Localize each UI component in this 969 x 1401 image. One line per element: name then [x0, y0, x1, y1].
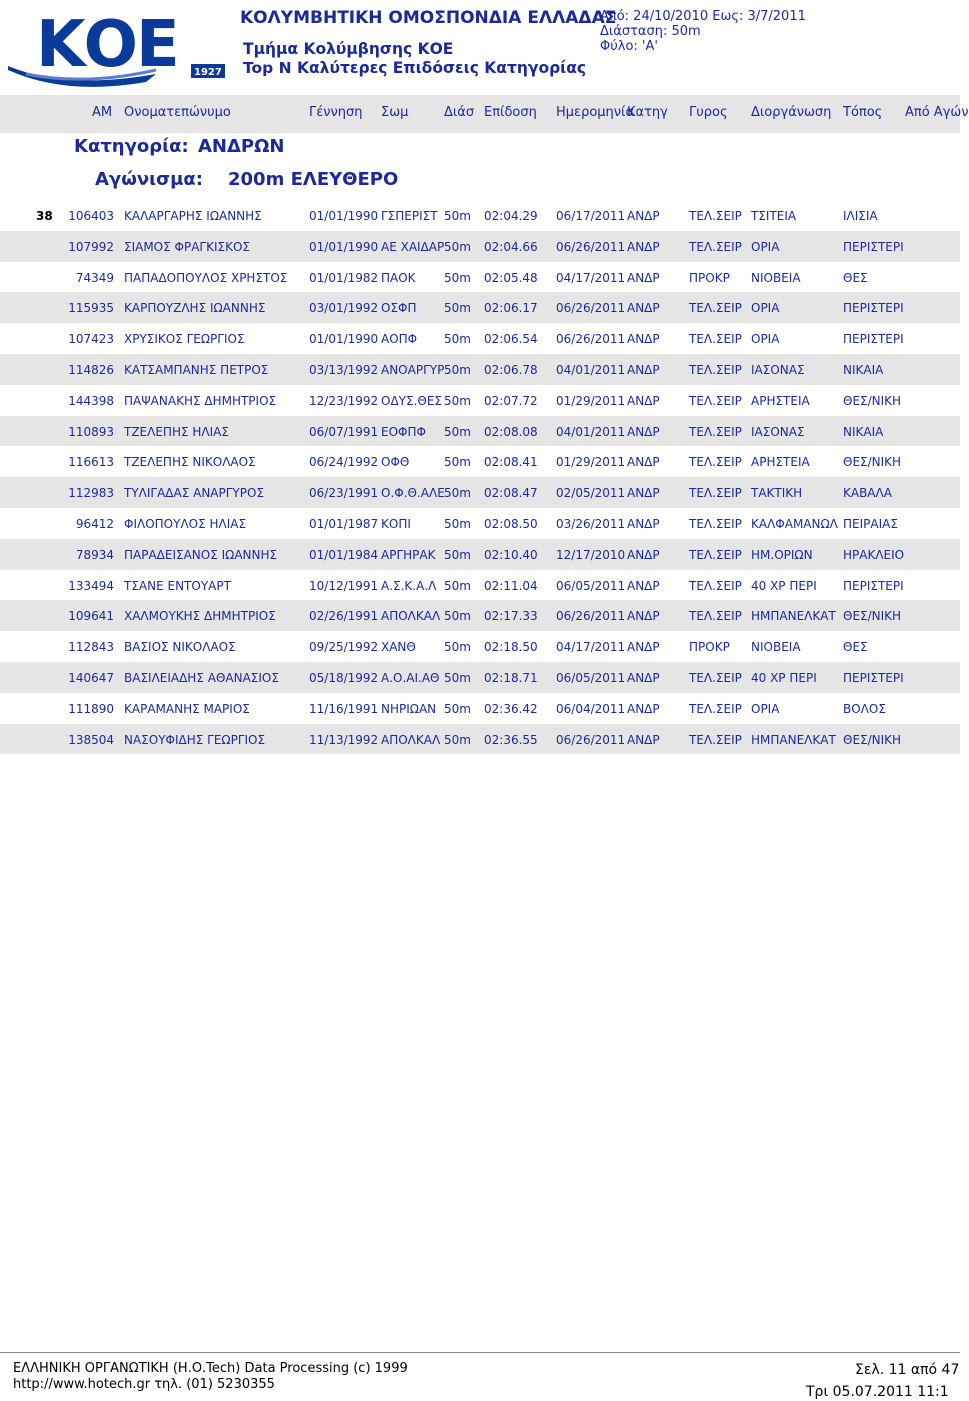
- cell-club: Α.Σ.Κ.Α.Λ: [381, 578, 437, 593]
- cell-pool: 50m: [444, 609, 471, 624]
- column-header-bar: [0, 95, 969, 133]
- cell-am: 74349: [75, 270, 114, 285]
- cell-place: ΝΙΚΑΙΑ: [843, 362, 884, 377]
- cell-date: 04/17/2011: [556, 270, 626, 285]
- cell-place: ΚΑΒΑΛΑ: [843, 486, 892, 501]
- cell-cat: ΑΝΔΡ: [627, 486, 660, 501]
- cell-birth: 05/18/1992: [309, 670, 379, 685]
- cell-place: ΠΕΡΙΣΤΕΡΙ: [843, 301, 904, 316]
- cell-club: Α.Ο.ΑΙ.ΑΘ: [381, 670, 440, 685]
- cell-am: 133494: [68, 578, 114, 593]
- cell-am: 96412: [75, 516, 114, 531]
- cell-birth: 01/01/1984: [309, 547, 379, 562]
- report-title: Top N Καλύτερες Επιδόσεις Κατηγορίας: [243, 59, 587, 77]
- cell-place: ΘΕΣ/ΝΙΚΗ: [843, 393, 902, 408]
- cell-birth: 01/01/1987: [309, 516, 379, 531]
- cell-time: 02:10.40: [484, 547, 538, 562]
- cell-time: 02:18.50: [484, 640, 538, 655]
- cell-time: 02:06.54: [484, 332, 538, 347]
- cell-place: ΗΡΑΚΛΕΙΟ: [843, 547, 905, 562]
- cell-round: ΠΡΟΚΡ: [689, 640, 730, 655]
- col-club: Σωμ: [381, 105, 409, 120]
- cell-pool: 50m: [444, 516, 471, 531]
- cell-pool: 50m: [444, 486, 471, 501]
- cell-time: 02:36.55: [484, 732, 538, 747]
- footer-divider: [0, 1352, 960, 1353]
- cell-am: 109641: [68, 609, 114, 624]
- cell-birth: 06/23/1991: [309, 486, 379, 501]
- cell-club: ΚΟΠΙ: [381, 516, 411, 531]
- cell-pool: 50m: [444, 640, 471, 655]
- cell-cat: ΑΝΔΡ: [627, 362, 660, 377]
- table-row: [0, 477, 960, 508]
- cell-meet: ΑΡΗΣΤΕΙΑ: [751, 455, 810, 470]
- cell-birth: 09/25/1992: [309, 640, 379, 655]
- col-round: Γυρος: [689, 105, 728, 120]
- cell-round: ΤΕΛ.ΣΕΙΡ: [689, 424, 742, 439]
- table-row: [0, 631, 960, 662]
- cell-round: ΤΕΛ.ΣΕΙΡ: [689, 516, 742, 531]
- footer-company: ΕΛΛΗΝΙΚΗ ΟΡΓΑΝΩΤΙΚΗ (Η.Ο.Tech) Data Processing (c) 1999: [13, 1361, 408, 1376]
- cell-place: ΙΛΙΣΙΑ: [843, 209, 878, 223]
- cell-date: 04/01/2011: [556, 362, 626, 377]
- cell-am: 111890: [68, 701, 114, 716]
- cell-am: 112983: [68, 486, 114, 501]
- cell-name: ΠΑΠΑΔΟΠΟΥΛΟΣ ΧΡΗΣΤΟΣ: [124, 270, 288, 285]
- cell-meet: ΤΑΚΤΙΚΗ: [751, 486, 803, 501]
- cell-cat: ΑΝΔΡ: [627, 239, 660, 254]
- table-row: [0, 231, 960, 262]
- cell-time: 02:06.78: [484, 362, 538, 377]
- cell-place: ΘΕΣ/ΝΙΚΗ: [843, 455, 902, 470]
- cell-round: ΤΕΛ.ΣΕΙΡ: [689, 362, 742, 377]
- cell-name: ΤΥΛΙΓΑΔΑΣ ΑΝΑΡΓΥΡΟΣ: [124, 486, 265, 501]
- cell-place: ΠΕΙΡΑΙΑΣ: [843, 516, 898, 531]
- table-row: [0, 446, 960, 477]
- cell-meet: 40 ΧΡ ΠΕΡΙ: [751, 670, 817, 685]
- cell-club: ΝΗΡΙΩΑΝ: [381, 701, 437, 716]
- cell-am: 140647: [68, 670, 114, 685]
- cell-pool: 50m: [444, 732, 471, 747]
- cell-round: ΤΕΛ.ΣΕΙΡ: [689, 455, 742, 470]
- cell-cat: ΑΝΔΡ: [627, 332, 660, 347]
- col-am: AM: [92, 105, 113, 120]
- cell-meet: ΝΙΟΒΕΙΑ: [751, 640, 801, 655]
- cell-pool: 50m: [444, 455, 471, 470]
- table-row: [0, 662, 960, 693]
- cell-pool: 50m: [444, 670, 471, 685]
- cell-date: 02/05/2011: [556, 486, 626, 501]
- cell-time: 02:08.50: [484, 516, 538, 531]
- cell-name: ΒΑΣΙΟΣ ΝΙΚΟΛΑΟΣ: [124, 640, 236, 655]
- cell-cat: ΑΝΔΡ: [627, 640, 660, 655]
- cell-cat: ΑΝΔΡ: [627, 301, 660, 316]
- cell-birth: 06/24/1992: [309, 455, 379, 470]
- cell-cat: ΑΝΔΡ: [627, 609, 660, 624]
- cell-pool: 50m: [444, 578, 471, 593]
- cell-date: 04/17/2011: [556, 640, 626, 655]
- cell-pool: 50m: [444, 270, 471, 285]
- cell-pool: 50m: [444, 239, 471, 254]
- cell-meet: ΤΣΙΤΕΙΑ: [751, 209, 797, 223]
- cell-pool: 50m: [444, 547, 471, 562]
- cell-am: 106403: [68, 209, 114, 223]
- cell-cat: ΑΝΔΡ: [627, 270, 660, 285]
- table-row: [0, 200, 960, 231]
- cell-name: ΚΑΡΑΜΑΝΗΣ ΜΑΡΙΟΣ: [124, 701, 250, 716]
- cell-birth: 03/13/1992: [309, 362, 379, 377]
- cell-pool: 50m: [444, 301, 471, 316]
- logo-year: 1927: [194, 67, 222, 78]
- cell-am: 112843: [68, 640, 114, 655]
- cell-round: ΤΕΛ.ΣΕΙΡ: [689, 670, 742, 685]
- cell-date: 01/29/2011: [556, 393, 626, 408]
- event-value: 200m ΕΛΕΥΘΕΡΟ: [228, 169, 399, 190]
- cell-am: 110893: [68, 424, 114, 439]
- cell-club: ΧΑΝΘ: [381, 640, 416, 655]
- cell-pool: 50m: [444, 362, 471, 377]
- cell-name: ΧΑΛΜΟΥΚΗΣ ΔΗΜΗΤΡΙΟΣ: [124, 609, 276, 624]
- cell-cat: ΑΝΔΡ: [627, 732, 660, 747]
- cell-time: 02:18.71: [484, 670, 538, 685]
- table-row: [0, 508, 960, 539]
- cell-cat: ΑΝΔΡ: [627, 393, 660, 408]
- cell-name: ΦΙΛΟΠΟΥΛΟΣ ΗΛΙΑΣ: [124, 516, 247, 531]
- table-row: [0, 600, 960, 631]
- table-row: [0, 570, 960, 601]
- cell-pool: 50m: [444, 393, 471, 408]
- col-birth: Γέννηση: [309, 105, 363, 120]
- col-category: Κατηγ: [627, 105, 668, 120]
- cell-time: 02:04.66: [484, 239, 538, 254]
- cell-club: ΑΠΟΛΚΑΛ: [381, 732, 441, 747]
- cell-rank: 38: [36, 209, 53, 223]
- cell-birth: 01/01/1990: [309, 332, 379, 347]
- cell-meet: ΟΡΙΑ: [751, 332, 780, 347]
- cell-cat: ΑΝΔΡ: [627, 455, 660, 470]
- cell-club: ΑΠΟΛΚΑΛ: [381, 609, 441, 624]
- category-value: ΑΝΔΡΩΝ: [198, 136, 285, 157]
- cell-cat: ΑΝΔΡ: [627, 701, 660, 716]
- cell-name: ΤΖΕΛΕΠΗΣ ΝΙΚΟΛΑΟΣ: [124, 455, 256, 470]
- cell-date: 06/05/2011: [556, 670, 626, 685]
- cell-meet: ΝΙΟΒΕΙΑ: [751, 270, 801, 285]
- cell-club: Ο.Φ.Θ.ΑΛΕ: [381, 486, 445, 501]
- cell-round: ΤΕΛ.ΣΕΙΡ: [689, 301, 742, 316]
- org-title: ΚΟΛΥΜΒΗΤΙΚΗ ΟΜΟΣΠΟΝΔΙΑ ΕΛΛΑΔΑΣ: [240, 8, 617, 28]
- table-row: [0, 416, 960, 447]
- cell-cat: ΑΝΔΡ: [627, 424, 660, 439]
- col-pool: Διάσ: [444, 105, 475, 120]
- cell-name: ΣΙΑΜΟΣ ΦΡΑΓΚΙΣΚΟΣ: [124, 239, 250, 254]
- cell-birth: 01/01/1982: [309, 270, 379, 285]
- col-time: Επίδοση: [484, 105, 537, 120]
- cell-date: 06/26/2011: [556, 301, 626, 316]
- cell-place: ΘΕΣ/ΝΙΚΗ: [843, 732, 902, 747]
- cell-club: ΟΦΘ: [381, 455, 410, 470]
- cell-am: 116613: [68, 455, 114, 470]
- cell-time: 02:17.33: [484, 609, 538, 624]
- col-name: Ονοματεπώνυμο: [124, 105, 231, 120]
- cell-round: ΤΕΛ.ΣΕΙΡ: [689, 239, 742, 254]
- cell-name: ΒΑΣΙΛΕΙΑΔΗΣ ΑΘΑΝΑΣΙΟΣ: [124, 670, 279, 685]
- cell-cat: ΑΝΔΡ: [627, 578, 660, 593]
- cell-round: ΤΕΛ.ΣΕΙΡ: [689, 332, 742, 347]
- cell-place: ΝΙΚΑΙΑ: [843, 424, 884, 439]
- cell-meet: 40 ΧΡ ΠΕΡΙ: [751, 578, 817, 593]
- table-row: [0, 354, 960, 385]
- event-label: Αγώνισμα:: [95, 169, 203, 190]
- cell-club: ΠΑΟΚ: [381, 270, 416, 285]
- cell-round: ΤΕΛ.ΣΕΙΡ: [689, 609, 742, 624]
- cell-am: 138504: [68, 732, 114, 747]
- cell-meet: ΙΑΣΟΝΑΣ: [751, 362, 805, 377]
- cell-time: 02:08.08: [484, 424, 538, 439]
- cell-birth: 02/26/1991: [309, 609, 379, 624]
- cell-meet: ΗΜΠΑΝΕΛΚΑΤ: [751, 732, 836, 747]
- cell-cat: ΑΝΔΡ: [627, 547, 660, 562]
- table-row: [0, 262, 960, 293]
- cell-birth: 01/01/1990: [309, 239, 379, 254]
- table-row: [0, 385, 960, 416]
- cell-club: ΓΣΠΕΡΙΣΤ: [381, 209, 438, 223]
- cell-pool: 50m: [444, 332, 471, 347]
- table-row: [0, 539, 960, 570]
- cell-round: ΤΕΛ.ΣΕΙΡ: [689, 209, 742, 223]
- cell-date: 06/26/2011: [556, 732, 626, 747]
- cell-time: 02:36.42: [484, 701, 538, 716]
- cell-club: ΟΔΥΣ.ΘΕΣ: [381, 393, 442, 408]
- cell-time: 02:07.72: [484, 393, 538, 408]
- cell-round: ΤΕΛ.ΣΕΙΡ: [689, 701, 742, 716]
- cell-time: 02:04.29: [484, 209, 538, 223]
- cell-name: ΤΖΕΛΕΠΗΣ ΗΛΙΑΣ: [124, 424, 229, 439]
- cell-meet: ΗΜ.ΟΡΙΩΝ: [751, 547, 813, 562]
- cell-place: ΒΟΛΟΣ: [843, 701, 886, 716]
- cell-date: 12/17/2010: [556, 547, 626, 562]
- cell-date: 01/29/2011: [556, 455, 626, 470]
- category-label: Κατηγορία:: [74, 136, 189, 157]
- cell-name: ΚΑΤΣΑΜΠΑΝΗΣ ΠΕΤΡΟΣ: [124, 362, 269, 377]
- cell-meet: ΗΜΠΑΝΕΛΚΑΤ: [751, 609, 836, 624]
- cell-meet: ΙΑΣΟΝΑΣ: [751, 424, 805, 439]
- cell-time: 02:05.48: [484, 270, 538, 285]
- cell-club: ΑΟΠΦ: [381, 332, 418, 347]
- cell-cat: ΑΝΔΡ: [627, 209, 660, 223]
- cell-date: 06/05/2011: [556, 578, 626, 593]
- cell-birth: 01/01/1990: [309, 209, 379, 223]
- cell-time: 02:08.41: [484, 455, 538, 470]
- cell-round: ΤΕΛ.ΣΕΙΡ: [689, 732, 742, 747]
- table-row: [0, 292, 960, 323]
- table-row: [0, 323, 960, 354]
- cell-club: ΟΣΦΠ: [381, 301, 417, 316]
- gender-filter: Φύλο: 'Α': [600, 39, 658, 54]
- cell-pool: 50m: [444, 209, 471, 223]
- cell-am: 114826: [68, 362, 114, 377]
- cell-date: 06/04/2011: [556, 701, 626, 716]
- cell-cat: ΑΝΔΡ: [627, 516, 660, 531]
- cell-time: 02:11.04: [484, 578, 538, 593]
- cell-meet: ΟΡΙΑ: [751, 301, 780, 316]
- cell-name: ΚΑΡΠΟΥΖΛΗΣ ΙΩΑΝΝΗΣ: [124, 301, 266, 316]
- col-meet: Διοργάνωση: [751, 105, 832, 120]
- cell-round: ΤΕΛ.ΣΕΙΡ: [689, 547, 742, 562]
- results-table: [0, 200, 960, 754]
- cell-time: 02:06.17: [484, 301, 538, 316]
- period-range: Από: 24/10/2010 Εως: 3/7/2011: [600, 9, 806, 24]
- cell-round: ΤΕΛ.ΣΕΙΡ: [689, 393, 742, 408]
- dept-title: Τμήμα Κολύμβησης ΚΟΕ: [243, 40, 454, 58]
- cell-round: ΠΡΟΚΡ: [689, 270, 730, 285]
- cell-club: ΑΕ ΧΑΙΔΑΡ: [381, 239, 445, 254]
- cell-place: ΠΕΡΙΣΤΕΡΙ: [843, 239, 904, 254]
- cell-club: ΕΟΦΠΦ: [381, 424, 426, 439]
- cell-birth: 11/13/1992: [309, 732, 379, 747]
- cell-place: ΠΕΡΙΣΤΕΡΙ: [843, 332, 904, 347]
- table-row: [0, 724, 960, 755]
- cell-am: 115935: [68, 301, 114, 316]
- cell-name: ΠΑΡΑΔΕΙΣΑΝΟΣ ΙΩΑΝΝΗΣ: [124, 547, 278, 562]
- cell-name: ΤΣΑΝΕ ΕΝΤΟΥΑΡΤ: [124, 578, 231, 593]
- cell-date: 06/26/2011: [556, 332, 626, 347]
- cell-am: 107992: [68, 239, 114, 254]
- col-from-meet: Από Αγών: [905, 105, 969, 120]
- cell-birth: 03/01/1992: [309, 301, 379, 316]
- cell-meet: ΚΑΛΦΑΜΑΝΩΛ: [751, 516, 838, 531]
- cell-meet: ΟΡΙΑ: [751, 239, 780, 254]
- cell-birth: 06/07/1991: [309, 424, 379, 439]
- footer-contact: http://www.hotech.gr τηλ. (01) 5230355: [13, 1377, 275, 1392]
- cell-am: 144398: [68, 393, 114, 408]
- cell-place: ΠΕΡΙΣΤΕΡΙ: [843, 578, 904, 593]
- cell-place: ΘΕΣ: [843, 640, 868, 655]
- cell-club: ΑΡΓΗΡΑΚ: [381, 547, 436, 562]
- cell-round: ΤΕΛ.ΣΕΙΡ: [689, 578, 742, 593]
- table-row: [0, 693, 960, 724]
- cell-place: ΘΕΣ: [843, 270, 868, 285]
- koe-logo: [6, 4, 228, 90]
- cell-date: 06/26/2011: [556, 239, 626, 254]
- footer-page: Σελ. 11 από 47: [855, 1362, 960, 1378]
- cell-pool: 50m: [444, 701, 471, 716]
- logo-text: ΚΟΕ: [36, 8, 178, 82]
- cell-birth: 11/16/1991: [309, 701, 379, 716]
- cell-am: 78934: [75, 547, 114, 562]
- footer-datetime: Τρι 05.07.2011 11:1: [806, 1384, 949, 1400]
- cell-round: ΤΕΛ.ΣΕΙΡ: [689, 486, 742, 501]
- cell-name: ΧΡΥΣΙΚΟΣ ΓΕΩΡΓΙΟΣ: [124, 332, 245, 347]
- cell-pool: 50m: [444, 424, 471, 439]
- cell-name: ΚΑΛΑΡΓΑΡΗΣ ΙΩΑΝΝΗΣ: [124, 209, 262, 223]
- cell-date: 06/17/2011: [556, 209, 626, 223]
- col-place: Τόπος: [843, 105, 883, 120]
- cell-birth: 10/12/1991: [309, 578, 379, 593]
- cell-cat: ΑΝΔΡ: [627, 670, 660, 685]
- distance-filter: Διάσταση: 50m: [600, 24, 701, 39]
- cell-am: 107423: [68, 332, 114, 347]
- cell-birth: 12/23/1992: [309, 393, 379, 408]
- cell-club: ΑΝΟΑΡΓΥΡ: [381, 362, 445, 377]
- cell-name: ΝΑΣΟΥΦΙΔΗΣ ΓΕΩΡΓΙΟΣ: [124, 732, 266, 747]
- cell-place: ΘΕΣ/ΝΙΚΗ: [843, 609, 902, 624]
- cell-time: 02:08.47: [484, 486, 538, 501]
- cell-date: 04/01/2011: [556, 424, 626, 439]
- cell-name: ΠΑΨΑΝΑΚΗΣ ΔΗΜΗΤΡΙΟΣ: [124, 393, 277, 408]
- cell-meet: ΟΡΙΑ: [751, 701, 780, 716]
- cell-date: 03/26/2011: [556, 516, 626, 531]
- cell-place: ΠΕΡΙΣΤΕΡΙ: [843, 670, 904, 685]
- cell-meet: ΑΡΗΣΤΕΙΑ: [751, 393, 810, 408]
- cell-date: 06/26/2011: [556, 609, 626, 624]
- col-date: Ημερομηνία: [556, 105, 635, 120]
